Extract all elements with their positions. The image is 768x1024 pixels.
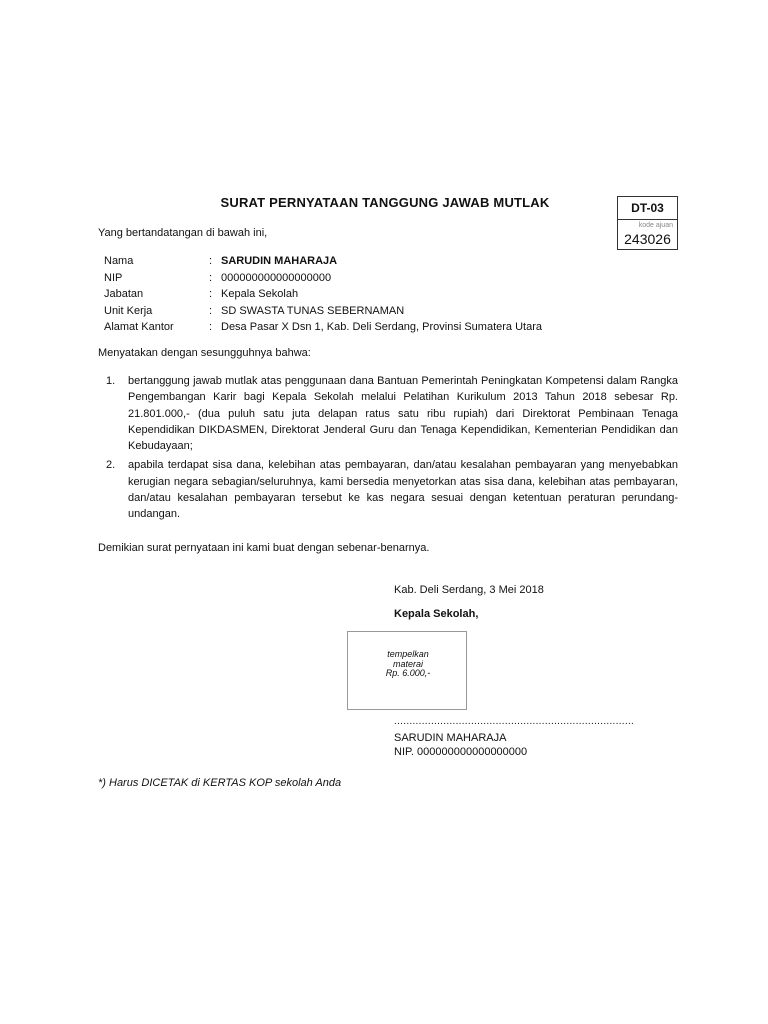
field-label: NIP xyxy=(104,271,123,284)
signer-nip: NIP. 000000000000000000 xyxy=(394,746,528,758)
signer-name: SARUDIN MAHARAJA xyxy=(394,732,507,744)
code-number: 243026 xyxy=(624,231,671,247)
statement-list xyxy=(98,373,678,526)
field-row-unit-kerja xyxy=(104,303,542,320)
identity-fields xyxy=(104,253,542,336)
stamp-line: materai xyxy=(392,658,423,669)
field-colon: : xyxy=(209,304,213,317)
field-label: Alamat Kantor xyxy=(104,321,174,333)
intro-text: Yang bertandatangan di bawah ini, xyxy=(98,227,268,239)
list-text: bertanggung jawab mutlak atas penggunaan dana Bantuan Pemerintah Peningkatan Kompetensi dalam Rangka Pengembangan Karir bagi Kepala Sekolah melalui Pelatihan Kurikulum 2013 Tahun 2018 sebesar Rp. 21.801.000,- (dua puluh satu juta delapan ratus satu ribu rupiah) dari Direktorat Pembinaan Tenaga Kependidikan DIKDASMEN, Direktorat Jenderal Guru dan Tenaga Kependidikan, Kementerian Pendidikan dan Kebudayaan; xyxy=(128,375,678,453)
field-row-name xyxy=(104,253,542,270)
closing-text: Demikian surat pernyataan ini kami buat dengan sebenar-benarnya. xyxy=(98,542,430,554)
field-label: Unit Kerja xyxy=(104,304,153,317)
document-code: DT-03 xyxy=(618,197,677,220)
stamp-line: tempelkan xyxy=(387,649,429,659)
list-item xyxy=(98,373,678,454)
document-title: SURAT PERNYATAAN TANGGUNG JAWAB MUTLAK xyxy=(220,195,550,210)
code-box xyxy=(617,196,678,250)
statement-text: Menyatakan dengan sesungguhnya bahwa: xyxy=(98,347,311,359)
field-colon: : xyxy=(209,288,213,300)
list-item xyxy=(98,457,678,522)
footnote: *) Harus DICETAK di KERTAS KOP sekolah Anda xyxy=(98,777,342,789)
field-label: Jabatan xyxy=(104,288,144,300)
field-value-unit-kerja: SD SWASTA TUNAS SEBERNAMAN xyxy=(221,304,405,317)
field-row-jabatan xyxy=(104,286,542,303)
stamp-box xyxy=(347,631,467,710)
field-colon: : xyxy=(209,321,213,333)
field-row-nip xyxy=(104,270,542,287)
stamp-text xyxy=(348,650,468,679)
stamp-line: Rp. 6.000,- xyxy=(385,668,431,678)
list-text: apabila terdapat sisa dana, kelebihan atas pembayaran, dan/atau kesalahan pembayaran yang menyebabkan kerugian negara sebagian/seluruhnya, kami bersedia menyetorkan atas sisa dana, kelebihan atas pembayaran, dan/atau kesalahan pembayaran tersebut ke kas negara sesuai dengan ketentuan peraturan perundang-undangan. xyxy=(128,459,678,521)
signature-dots: .............................................................................. xyxy=(394,716,635,727)
field-label: Nama xyxy=(104,255,134,267)
list-number: 1. xyxy=(106,375,116,387)
field-value-name: SARUDIN MAHARAJA xyxy=(221,255,338,267)
field-colon: : xyxy=(209,271,213,284)
field-row-alamat xyxy=(104,319,542,336)
field-value-alamat: Desa Pasar X Dsn 1, Kab. Deli Serdang, Provinsi Sumatera Utara xyxy=(221,321,542,333)
code-caption: kode ajuan xyxy=(638,222,673,229)
signer-title: Kepala Sekolah, xyxy=(394,608,479,620)
field-value-jabatan: Kepala Sekolah xyxy=(221,288,299,300)
list-number: 2. xyxy=(106,459,116,472)
place-date: Kab. Deli Serdang, 3 Mei 2018 xyxy=(394,584,544,596)
field-colon: : xyxy=(209,255,213,267)
field-value-nip: 000000000000000000 xyxy=(221,271,332,284)
